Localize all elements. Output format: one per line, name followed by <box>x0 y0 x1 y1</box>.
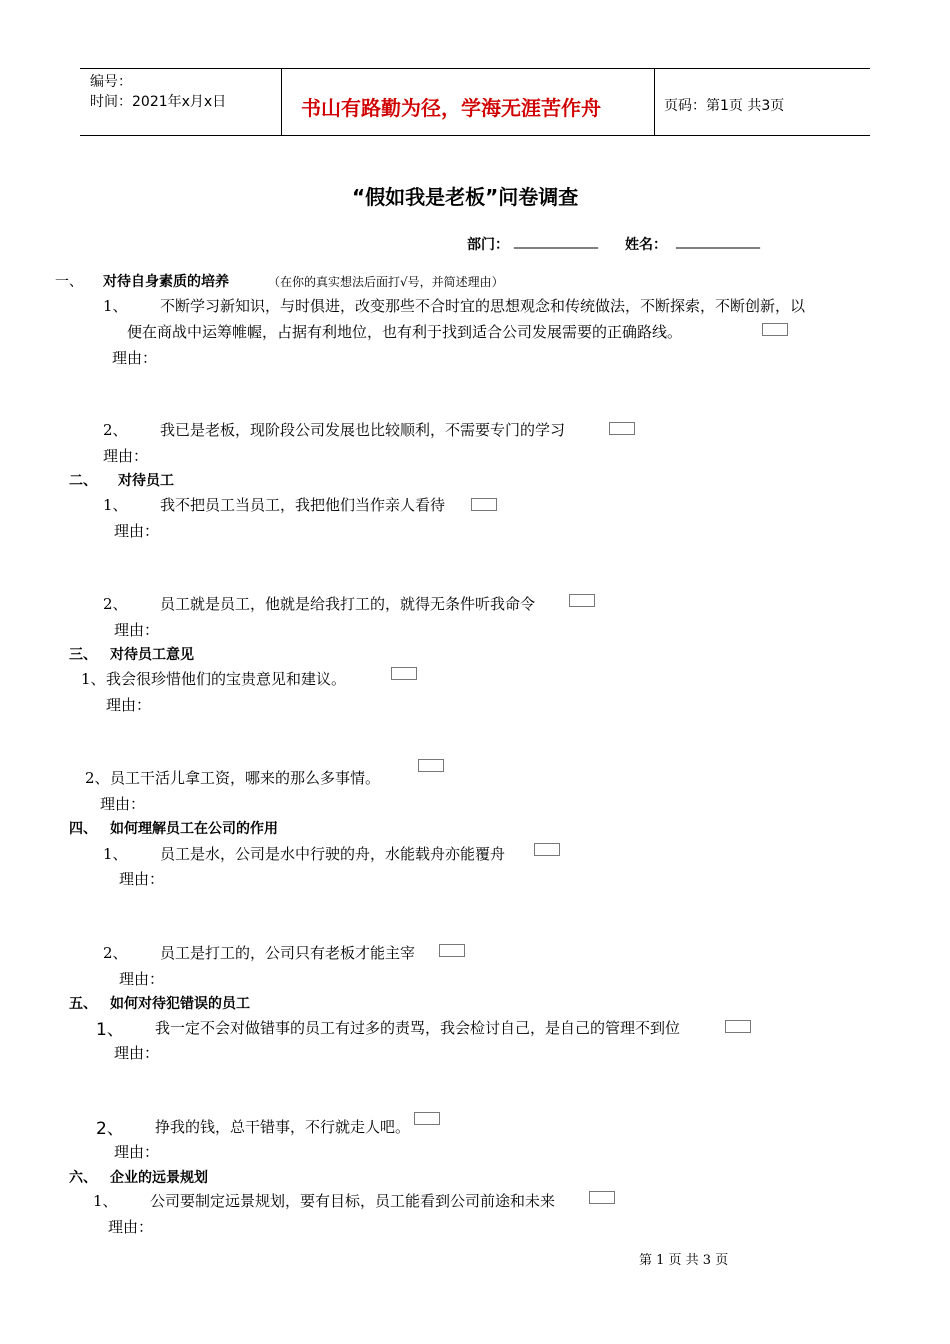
motto: 书山有路勤为径，学海无涯苦作舟 <box>301 96 601 120</box>
s5-item2-checkbox[interactable] <box>414 1112 440 1125</box>
dept-label: 部门： <box>467 237 509 253</box>
s1-item2-text: 我已是老板，现阶段公司发展也比较顺利，不需要专门的学习 <box>160 421 566 439</box>
section-6-title: 企业的远景规划 <box>110 1170 208 1186</box>
s5-item1-num: 1、 <box>96 1020 124 1040</box>
s3-item2-reason: 理由： <box>100 795 146 813</box>
s3-item2-checkbox[interactable] <box>418 759 444 772</box>
s3-item1-text: 我会很珍惜他们的宝贵意见和建议。 <box>106 670 347 688</box>
section-4-title: 如何理解员工在公司的作用 <box>110 821 278 837</box>
s6-item1-checkbox[interactable] <box>589 1191 615 1204</box>
section-2-title: 对待员工 <box>118 473 174 489</box>
s2-item2-num: 2、 <box>103 595 128 613</box>
s2-item1-text: 我不把员工当员工，我把他们当作亲人看待 <box>160 496 446 514</box>
s5-item1-text: 我一定不会对做错事的员工有过多的责骂，我会检讨自己，是自己的管理不到位 <box>155 1019 681 1037</box>
s4-item1-num: 1、 <box>103 845 128 863</box>
s4-item2-checkbox[interactable] <box>439 944 465 957</box>
section-5-num: 五、 <box>69 996 97 1012</box>
name-field[interactable]: ____________ <box>676 233 760 249</box>
section-5-title: 如何对待犯错误的员工 <box>110 996 250 1012</box>
s1-item2-num: 2、 <box>103 421 128 439</box>
s1-item1-reason: 理由： <box>112 349 158 367</box>
s6-item1-text: 公司要制定远景规划，要有目标，员工能看到公司前途和未来 <box>150 1192 556 1210</box>
s3-item2-num: 2、 <box>85 769 110 787</box>
s2-item2-text: 员工就是员工，他就是给我打工的，就得无条件听我命令 <box>160 595 536 613</box>
dept-field[interactable]: ____________ <box>514 233 598 249</box>
s5-item2-text: 挣我的钱，总干错事，不行就走人吧。 <box>155 1118 411 1136</box>
s5-item1-reason: 理由： <box>114 1044 160 1062</box>
s4-item1-checkbox[interactable] <box>534 843 560 856</box>
s4-item2-reason: 理由： <box>119 970 165 988</box>
s6-item1-reason: 理由： <box>108 1218 154 1236</box>
s1-item2-checkbox[interactable] <box>609 422 635 435</box>
s2-item2-reason: 理由： <box>114 621 160 639</box>
page-title: “假如我是老板”问卷调查 <box>352 185 579 209</box>
section-1-num: 一、 <box>55 274 83 290</box>
section-3-title: 对待员工意见 <box>110 647 194 663</box>
s1-item1-num: 1、 <box>103 297 128 315</box>
section-6-num: 六、 <box>69 1170 97 1186</box>
s5-item2-num: 2、 <box>96 1119 124 1139</box>
page-footer: 第 1 页 共 3 页 <box>639 1253 729 1268</box>
s5-item2-reason: 理由： <box>114 1143 160 1161</box>
s5-item1-checkbox[interactable] <box>725 1020 751 1033</box>
time-label: 时间：2021年x月x日 <box>90 94 227 110</box>
section-1-title: 对待自身素质的培养 <box>103 274 229 290</box>
s2-item1-checkbox[interactable] <box>471 498 497 511</box>
name-label: 姓名： <box>625 237 667 253</box>
s3-item1-num: 1、 <box>81 670 106 688</box>
page-info: 页码：第1页 共3页 <box>664 98 785 114</box>
section-3-num: 三、 <box>69 647 97 663</box>
section-4-num: 四、 <box>69 821 97 837</box>
s4-item1-text: 员工是水，公司是水中行驶的舟，水能载舟亦能覆舟 <box>160 845 506 863</box>
s2-item1-reason: 理由： <box>114 522 160 540</box>
number-label: 编号： <box>90 74 132 90</box>
s6-item1-num: 1、 <box>93 1192 118 1210</box>
s4-item1-reason: 理由： <box>119 870 165 888</box>
s3-item2-text: 员工干活儿拿工资，哪来的那么多事情。 <box>110 769 381 787</box>
section-1-note: （在你的真实想法后面打√号，并简述理由） <box>268 275 504 289</box>
s1-item1-checkbox[interactable] <box>762 323 788 336</box>
s2-item1-num: 1、 <box>103 496 128 514</box>
s1-item2-reason: 理由： <box>103 447 149 465</box>
s1-item1-text: 不断学习新知识，与时俱进，改变那些不合时宜的思想观念和传统做法，不断探索，不断创新，以 <box>160 297 806 315</box>
section-2-num: 二、 <box>69 473 97 489</box>
s3-item1-checkbox[interactable] <box>391 667 417 680</box>
s3-item1-reason: 理由： <box>106 696 152 714</box>
s2-item2-checkbox[interactable] <box>569 594 595 607</box>
s1-item1-text-cont: 便在商战中运筹帷幄，占据有利地位，也有利于找到适合公司发展需要的正确路线。 <box>127 323 683 341</box>
s4-item2-text: 员工是打工的，公司只有老板才能主宰 <box>160 944 416 962</box>
s4-item2-num: 2、 <box>103 944 128 962</box>
